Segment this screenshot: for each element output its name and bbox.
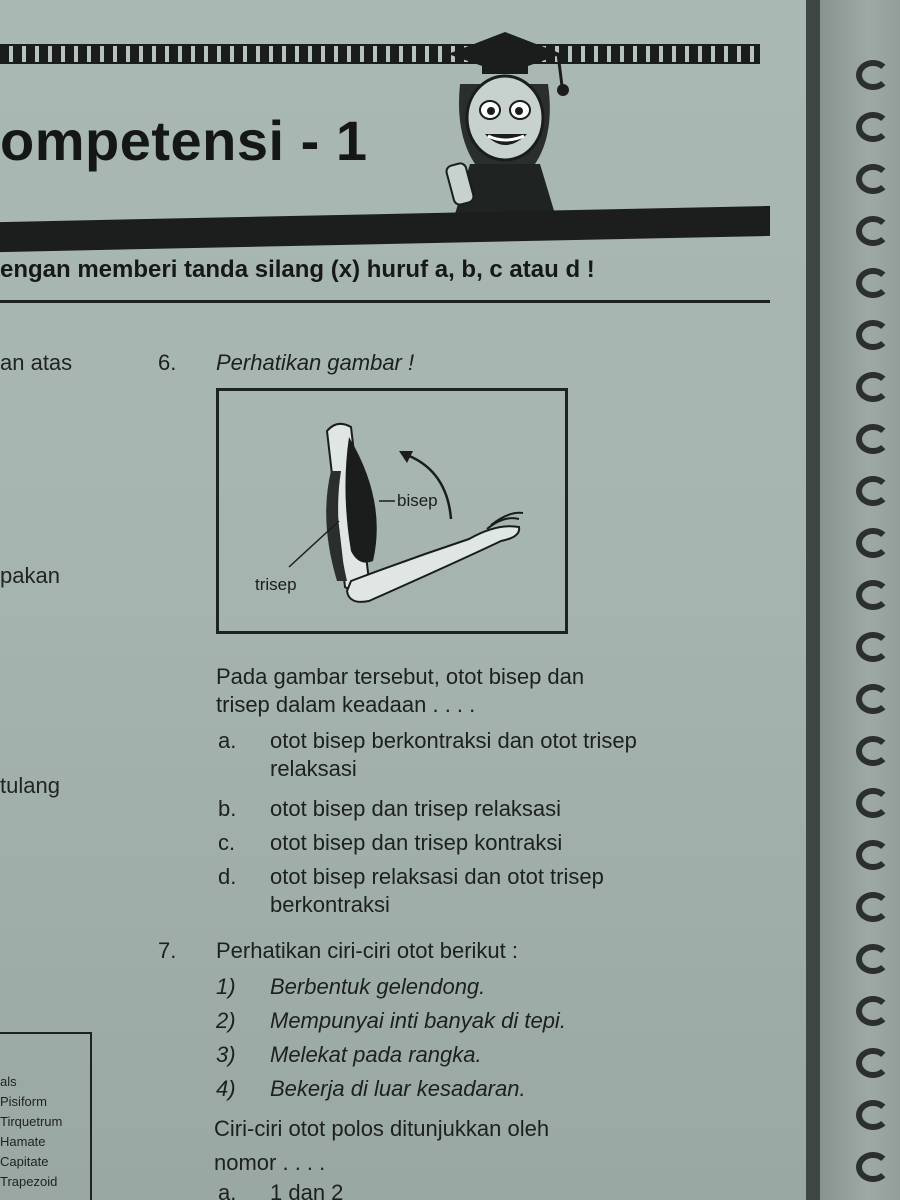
- list-item-text: Mempunyai inti banyak di tepi.: [270, 1008, 566, 1033]
- bone-label: Capitate: [0, 1154, 49, 1169]
- option-a-text-line1: otot bisep berkontraksi dan otot trisep: [270, 728, 637, 753]
- decorative-border: [0, 44, 760, 64]
- list-item-number: 2): [216, 1008, 236, 1033]
- option-d-letter[interactable]: d.: [218, 864, 237, 889]
- option-c-text: otot bisep dan trisep kontraksi: [270, 830, 563, 855]
- ring-icon: [856, 112, 890, 142]
- arm-muscle-figure: [216, 388, 568, 634]
- ring-icon: [856, 1152, 890, 1182]
- bone-label: Pisiform: [0, 1094, 47, 1109]
- question-6-number: 6.: [158, 350, 177, 375]
- question-7-stem-line1: Ciri-ciri otot polos ditunjukkan oleh: [214, 1116, 550, 1141]
- ring-icon: [856, 424, 890, 454]
- left-fragment-1: an atas: [0, 350, 73, 375]
- left-fragment-3: tulang: [0, 773, 60, 798]
- ring-icon: [856, 216, 890, 246]
- header-divider: [0, 206, 770, 252]
- ring-icon: [856, 268, 890, 298]
- list-item-number: 3): [216, 1042, 236, 1067]
- bone-label: als: [0, 1074, 17, 1089]
- ring-icon: [856, 632, 890, 662]
- ring-icon: [856, 580, 890, 610]
- list-item-text: Berbentuk gelendong.: [270, 974, 486, 999]
- ring-icon: [856, 736, 890, 766]
- arm-muscle-icon: [219, 391, 565, 631]
- list-item-text: Melekat pada rangka.: [270, 1042, 482, 1067]
- list-item-text: Bekerja di luar kesadaran.: [270, 1076, 526, 1101]
- list-item-number: 1): [216, 974, 236, 999]
- figure-label-bisep: bisep: [397, 491, 438, 510]
- ring-icon: [856, 528, 890, 558]
- option-d-text-line1: otot bisep relaksasi dan otot trisep: [270, 864, 604, 889]
- option-a-letter[interactable]: a.: [218, 728, 237, 753]
- figure-label-trisep: trisep: [255, 575, 297, 594]
- left-fragment-2: pakan: [0, 563, 60, 588]
- ring-icon: [856, 1048, 890, 1078]
- ring-icon: [856, 684, 890, 714]
- option-d-text-line2: berkontraksi: [270, 892, 390, 917]
- option-b-text: otot bisep dan trisep relaksasi: [270, 796, 562, 821]
- ring-icon: [856, 788, 890, 818]
- graduate-mascot-icon: [430, 14, 580, 214]
- question-6-stem-line1: Pada gambar tersebut, otot bisep dan: [216, 664, 585, 689]
- question-6-stem-line2: trisep dalam keadaan . . . .: [216, 692, 476, 717]
- ring-icon: [856, 320, 890, 350]
- ring-icon: [856, 996, 890, 1026]
- section-title: ompetensi - 1: [0, 109, 368, 172]
- ring-icon: [856, 372, 890, 402]
- ring-icon: [856, 476, 890, 506]
- bone-label: Tirquetrum: [0, 1114, 63, 1129]
- question-7-stem-line2: nomor . . . .: [214, 1150, 326, 1175]
- question-7-number: 7.: [158, 938, 177, 963]
- ring-icon: [856, 164, 890, 194]
- instructions-divider: [0, 300, 770, 303]
- bone-label: Trapezoid: [0, 1174, 58, 1189]
- ring-icon: [856, 60, 890, 90]
- binding-rings: [848, 60, 900, 1200]
- option-c-letter[interactable]: c.: [218, 830, 236, 855]
- question-7-option-a-letter[interactable]: a.: [218, 1180, 237, 1200]
- list-item-number: 4): [216, 1076, 236, 1101]
- ring-icon: [856, 840, 890, 870]
- bone-label: Hamate: [0, 1134, 46, 1149]
- question-6-prompt: Perhatikan gambar !: [216, 350, 415, 375]
- question-7-option-a-text: 1 dan 2: [270, 1180, 344, 1200]
- option-b-letter[interactable]: b.: [218, 796, 237, 821]
- instructions-text: engan memberi tanda silang (x) huruf a, b, c atau d !: [0, 256, 595, 283]
- ring-icon: [856, 892, 890, 922]
- question-7-prompt: Perhatikan ciri-ciri otot berikut :: [216, 938, 518, 963]
- option-a-text-line2: relaksasi: [270, 756, 357, 781]
- ring-icon: [856, 1100, 890, 1130]
- ring-icon: [856, 944, 890, 974]
